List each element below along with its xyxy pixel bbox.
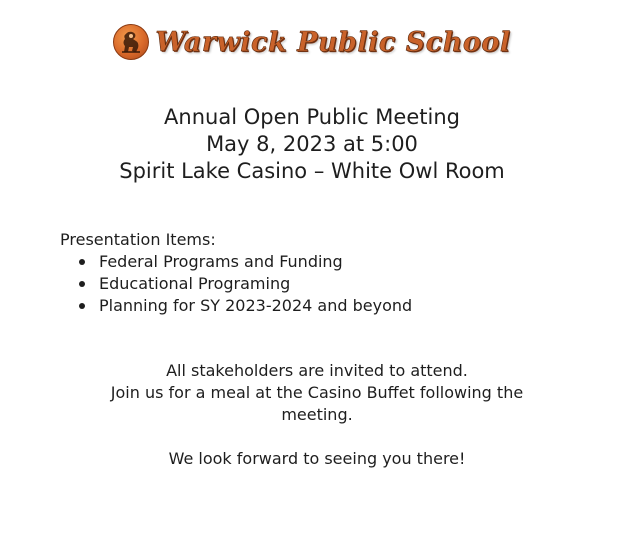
meal-invitation-text: Join us for a meal at the Casino Buffet following the meeting. [110, 383, 524, 424]
meeting-location: Spirit Lake Casino – White Owl Room [119, 159, 505, 183]
closing-section [82, 360, 552, 470]
school-mascot-logo-icon [113, 24, 149, 60]
presentation-items-section [60, 229, 580, 317]
presentation-items-heading: Presentation Items: [60, 230, 216, 249]
list-item [60, 273, 580, 295]
invitation-text: All stakeholders are invited to attend. [166, 361, 468, 380]
presentation-items-list [60, 251, 580, 317]
list-item-label: Planning for SY 2023-2024 and beyond [99, 296, 413, 315]
bullet-icon [79, 303, 85, 309]
bullet-icon [79, 259, 85, 265]
list-item [60, 295, 580, 317]
list-item-label: Federal Programs and Funding [99, 252, 343, 271]
meeting-date-time: May 8, 2023 at 5:00 [206, 132, 418, 156]
bullet-icon [79, 281, 85, 287]
school-name-wordmark: Warwick Public School [155, 26, 511, 58]
meeting-title-block [0, 104, 624, 185]
list-item [60, 251, 580, 273]
spacer [82, 426, 552, 448]
meeting-title: Annual Open Public Meeting [164, 105, 460, 129]
list-item-label: Educational Programing [99, 274, 291, 293]
header [0, 14, 624, 70]
closing-text: We look forward to seeing you there! [168, 449, 466, 468]
